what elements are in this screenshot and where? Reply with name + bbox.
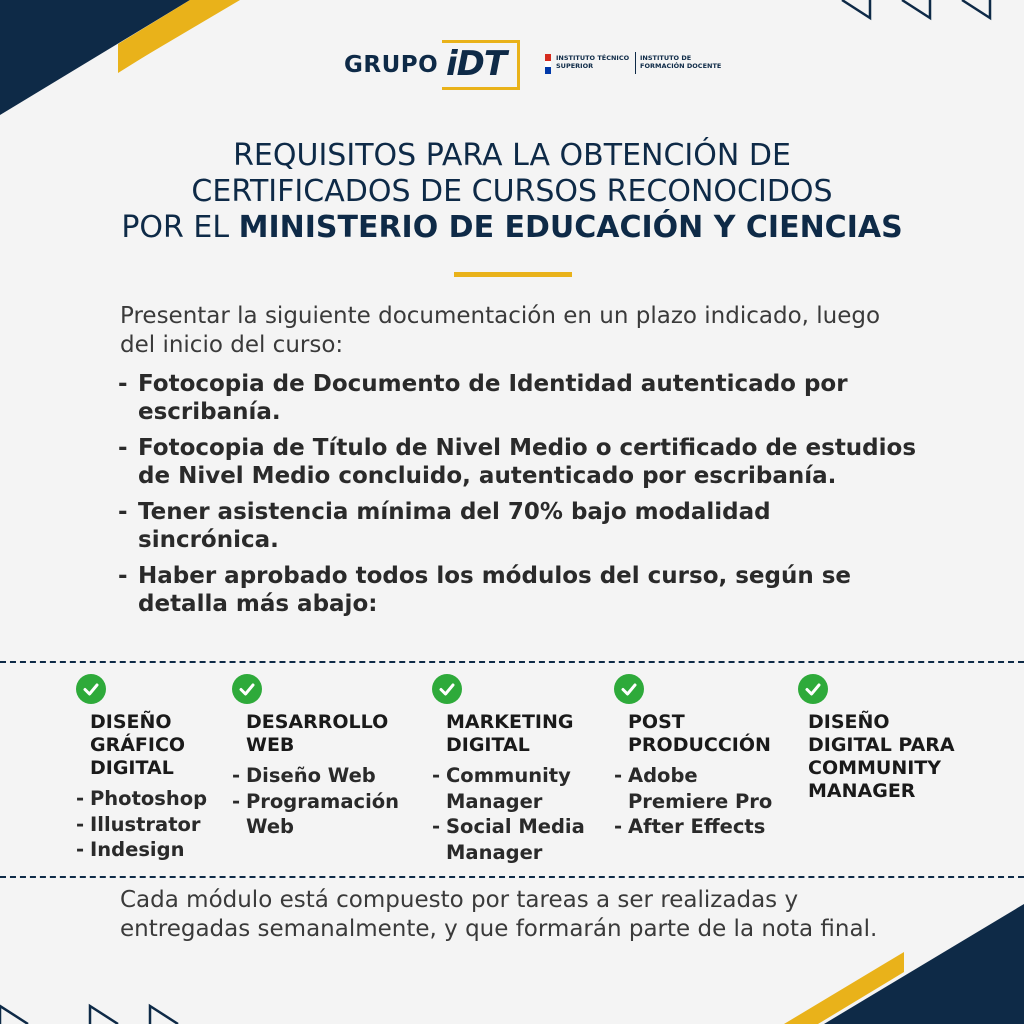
module-item: - Programación Web	[232, 789, 400, 838]
check-icon	[232, 674, 262, 704]
module-items	[614, 763, 794, 840]
bullet-dash: -	[76, 812, 85, 836]
module-post-produccion	[614, 674, 794, 840]
closing-text: Cada módulo está compuesto por tareas a ser realizadas y entregadas semanalmente, y que formarán parte de la nota final.	[120, 887, 878, 942]
requirement-text: Fotocopia de Documento de Identidad autenticado por escribanía.	[138, 371, 848, 425]
module-marketing-digital	[432, 674, 612, 865]
module-title: DESARROLLO WEB	[246, 711, 389, 756]
module-title: DISEÑO GRÁFICO DIGITAL	[90, 711, 186, 779]
module-item: - Illustrator	[76, 812, 201, 836]
requirement-text: Tener asistencia mínima del 70% bajo modalidad sincrónica.	[138, 499, 771, 553]
modules-section	[0, 674, 1024, 874]
module-desarrollo-web	[232, 674, 422, 840]
module-item: - Diseño Web	[232, 764, 376, 787]
module-item: - Indesign	[76, 838, 185, 861]
dashed-separator-bottom	[0, 876, 1024, 878]
bullet-dash: -	[232, 764, 241, 787]
module-diseno-digital-cm	[798, 674, 968, 803]
module-item: - Community Manager	[432, 764, 571, 813]
module-item: - Social Media Manager	[432, 815, 585, 864]
institute-divider	[635, 52, 636, 74]
check-icon	[614, 674, 644, 704]
title-line-3-strong: MINISTERIO DE EDUCACIÓN Y CIENCIAS	[238, 210, 903, 245]
title-line-1: REQUISITOS PARA LA OBTENCIÓN DE	[233, 138, 791, 173]
requirements-list	[118, 370, 918, 626]
module-items	[76, 786, 226, 863]
bullet-dash: -	[432, 815, 441, 838]
check-icon	[432, 674, 462, 704]
title-line-2: CERTIFICADOS DE CURSOS RECONOCIDOS	[191, 174, 833, 209]
requirement-item	[118, 370, 918, 426]
module-item: - After Effects	[614, 815, 766, 838]
module-title: POST PRODUCCIÓN	[628, 711, 771, 756]
chevron-decoration-bottom-left	[0, 1000, 200, 1024]
title-line-3	[0, 210, 1024, 246]
logo-word: GRUPO	[344, 52, 439, 78]
module-items	[232, 763, 422, 840]
module-items	[432, 763, 612, 865]
module-title: MARKETING DIGITAL	[446, 711, 574, 756]
requirement-item	[118, 562, 918, 618]
institute-2-label: INSTITUTO DE FORMACIÓN DOCENTE	[640, 54, 722, 70]
requirement-text: Haber aprobado todos los módulos del curso, según se detalla más abajo:	[138, 563, 852, 617]
requirement-item	[118, 434, 918, 490]
page-title	[0, 138, 1024, 246]
bullet-dash: -	[76, 787, 85, 810]
requirement-text: Fotocopia de Título de Nivel Medio o certificado de estudios de Nivel Medio concluido, autenticado por escribanía.	[138, 435, 917, 489]
intro-text: Presentar la siguiente documentación en un plazo indicado, luego del inicio del curso:	[120, 303, 881, 358]
module-diseno-grafico	[76, 674, 226, 863]
logo-mark: iDT	[446, 44, 507, 84]
bullet-dash: -	[118, 371, 128, 397]
dashed-separator-top	[0, 661, 1024, 663]
bullet-dash: -	[614, 815, 623, 838]
requirement-item	[118, 498, 918, 554]
bullet-dash: -	[76, 838, 85, 861]
bullet-dash: -	[614, 764, 623, 787]
module-item: - Adobe Premiere Pro	[614, 764, 773, 813]
bullet-dash: -	[118, 435, 128, 461]
bullet-dash: -	[432, 764, 441, 787]
module-item: - Photoshop	[76, 787, 208, 810]
bullet-dash: -	[232, 789, 241, 813]
bullet-dash: -	[118, 499, 128, 525]
title-underline	[454, 272, 572, 277]
module-title: DISEÑO DIGITAL PARA COMMUNITY MANAGER	[808, 711, 955, 802]
check-icon	[798, 674, 828, 704]
flag-icon	[545, 54, 551, 74]
bullet-dash: -	[118, 563, 128, 589]
institute-1-label: INSTITUTO TÉCNICO SUPERIOR	[556, 54, 630, 70]
check-icon	[76, 674, 106, 704]
chevron-decoration-top-right	[840, 0, 1024, 24]
title-line-3-prefix: POR EL	[121, 210, 239, 245]
header-logo	[0, 38, 1024, 92]
